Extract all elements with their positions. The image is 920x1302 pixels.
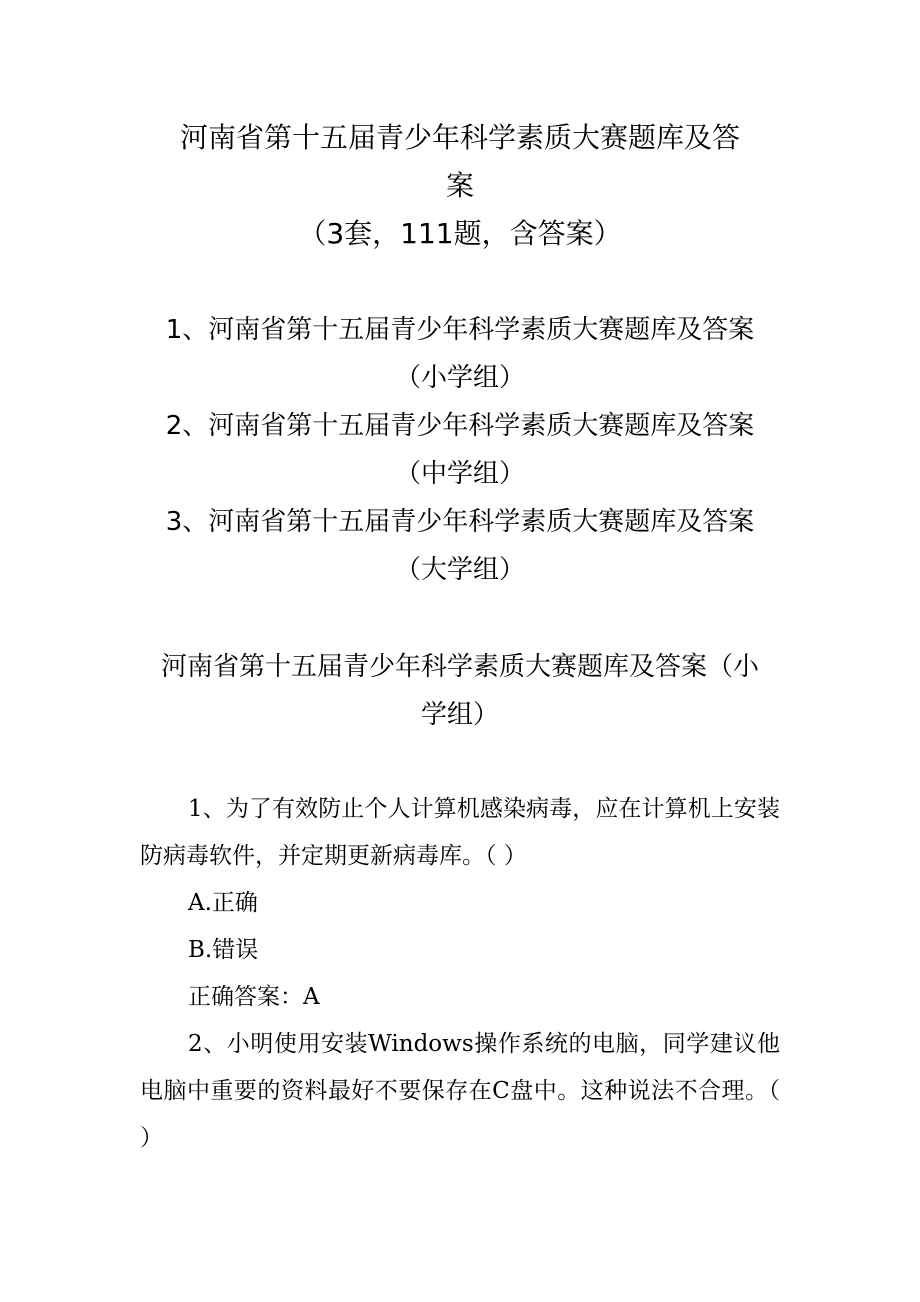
toc-item-2-group: （中学组） bbox=[394, 459, 525, 489]
question-1-option-b: B.错误 bbox=[188, 937, 259, 963]
toc-item-1: 1、河南省第十五届青少年科学素质大赛题库及答案 bbox=[165, 315, 755, 345]
question-list bbox=[140, 786, 780, 1162]
question-1-option-a: A.正确 bbox=[188, 890, 258, 916]
question-2-text: 2、小明使用安装Windows操作系统的电脑，同学建议他电脑中重要的资料最好不要保存在C盘中。这种说法不合理。（ ） bbox=[140, 1031, 780, 1151]
document-title-line-2: 案 bbox=[445, 169, 474, 202]
toc-item-3-group: （大学组） bbox=[394, 555, 525, 585]
question-1-answer: 正确答案：A bbox=[188, 984, 320, 1010]
toc-item-2: 2、河南省第十五届青少年科学素质大赛题库及答案 bbox=[165, 411, 755, 441]
toc-item-1-group: （小学组） bbox=[394, 363, 525, 393]
question-1-text: 1、为了有效防止个人计算机感染病毒，应在计算机上安装防病毒软件，并定期更新病毒库。（ ） bbox=[140, 796, 780, 869]
document-subtitle: （3套，111题，含答案） bbox=[298, 217, 622, 250]
toc-item-3: 3、河南省第十五届青少年科学素质大赛题库及答案 bbox=[165, 507, 755, 537]
document-title-line-1: 河南省第十五届青少年科学素质大赛题库及答 bbox=[179, 121, 740, 154]
section-title-line-2: 学组） bbox=[420, 700, 499, 730]
section-title-line-1: 河南省第十五届青少年科学素质大赛题库及答案（小 bbox=[160, 652, 759, 682]
